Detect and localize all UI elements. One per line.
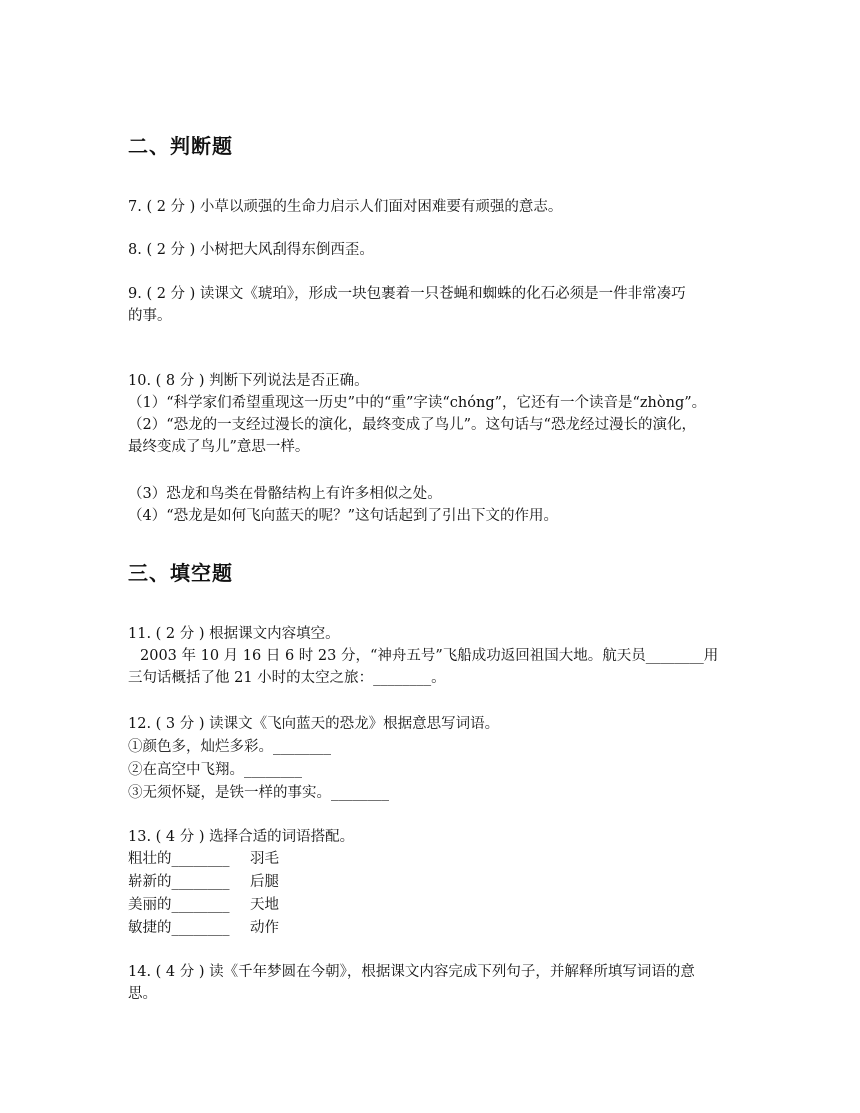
- question-12-item2: ②在高空中飞翔。________: [128, 762, 302, 778]
- question-13-row: [128, 894, 279, 916]
- section-heading-fill: 三、填空题: [128, 561, 233, 585]
- question-11-line2: 三句话概括了他 21 小时的太空之旅：________。: [128, 670, 446, 686]
- row-right: 后腿: [250, 874, 279, 890]
- question-10-item1: （1）“科学家们希望重现这一历史”中的“重”字读“chóng”，它还有一个读音是“zhòng”。: [128, 395, 707, 411]
- row-left: 美丽的________: [128, 897, 230, 913]
- question-12-stem: 12. ( 3 分 ) 读课文《飞向蓝天的恐龙》根据意思写词语。: [128, 716, 500, 732]
- section-heading-judge: 二、判断题: [128, 134, 233, 158]
- question-9-line2: 的事。: [128, 308, 172, 324]
- question-10-item4: （4）“恐龙是如何飞向蓝天的呢？”这句话起到了引出下文的作用。: [128, 508, 559, 524]
- question-11-line1: 2003 年 10 月 16 日 6 时 23 分，“神舟五号”飞船成功返回祖国大地。航天员________用: [140, 648, 719, 664]
- question-12-item3: ③无须怀疑，是铁一样的事实。________: [128, 785, 389, 801]
- row-left: 粗壮的________: [128, 851, 230, 867]
- question-13-stem: 13. ( 4 分 ) 选择合适的词语搭配。: [128, 829, 355, 845]
- question-11-stem: 11. ( 2 分 ) 根据课文内容填空。: [128, 626, 340, 642]
- row-right: 动作: [250, 920, 279, 936]
- question-13-row: [128, 871, 279, 893]
- question-10-item2-line2: 最终变成了鸟儿”意思一样。: [128, 439, 310, 455]
- row-left: 崭新的________: [128, 874, 230, 890]
- question-10-stem: 10. ( 8 分 ) 判断下列说法是否正确。: [128, 373, 369, 389]
- question-13-row: [128, 917, 279, 939]
- question-14-line1: 14. ( 4 分 ) 读《千年梦圆在今朝》，根据课文内容完成下列句子，并解释所填写词语的意: [128, 964, 695, 980]
- question-12-item1: ①颜色多，灿烂多彩。________: [128, 739, 331, 755]
- question-13-row: [128, 848, 279, 870]
- question-7: 7. ( 2 分 ) 小草以顽强的生命力启示人们面对困难要有顽强的意志。: [128, 199, 563, 215]
- row-left: 敏捷的________: [128, 920, 230, 936]
- question-10-item3: （3）恐龙和鸟类在骨骼结构上有许多相似之处。: [128, 486, 442, 502]
- row-right: 羽毛: [250, 851, 279, 867]
- question-9-line1: 9. ( 2 分 ) 读课文《琥珀》，形成一块包裹着一只苍蝇和蜘蛛的化石必须是一件非常凑巧: [128, 286, 686, 302]
- question-10-item2-line1: （2）“恐龙的一支经过漫长的演化，最终变成了鸟儿”。这句话与“恐龙经过漫长的演化，: [128, 417, 696, 433]
- row-right: 天地: [250, 897, 279, 913]
- question-8: 8. ( 2 分 ) 小树把大风刮得东倒西歪。: [128, 242, 374, 258]
- question-14-line2: 思。: [128, 986, 157, 1002]
